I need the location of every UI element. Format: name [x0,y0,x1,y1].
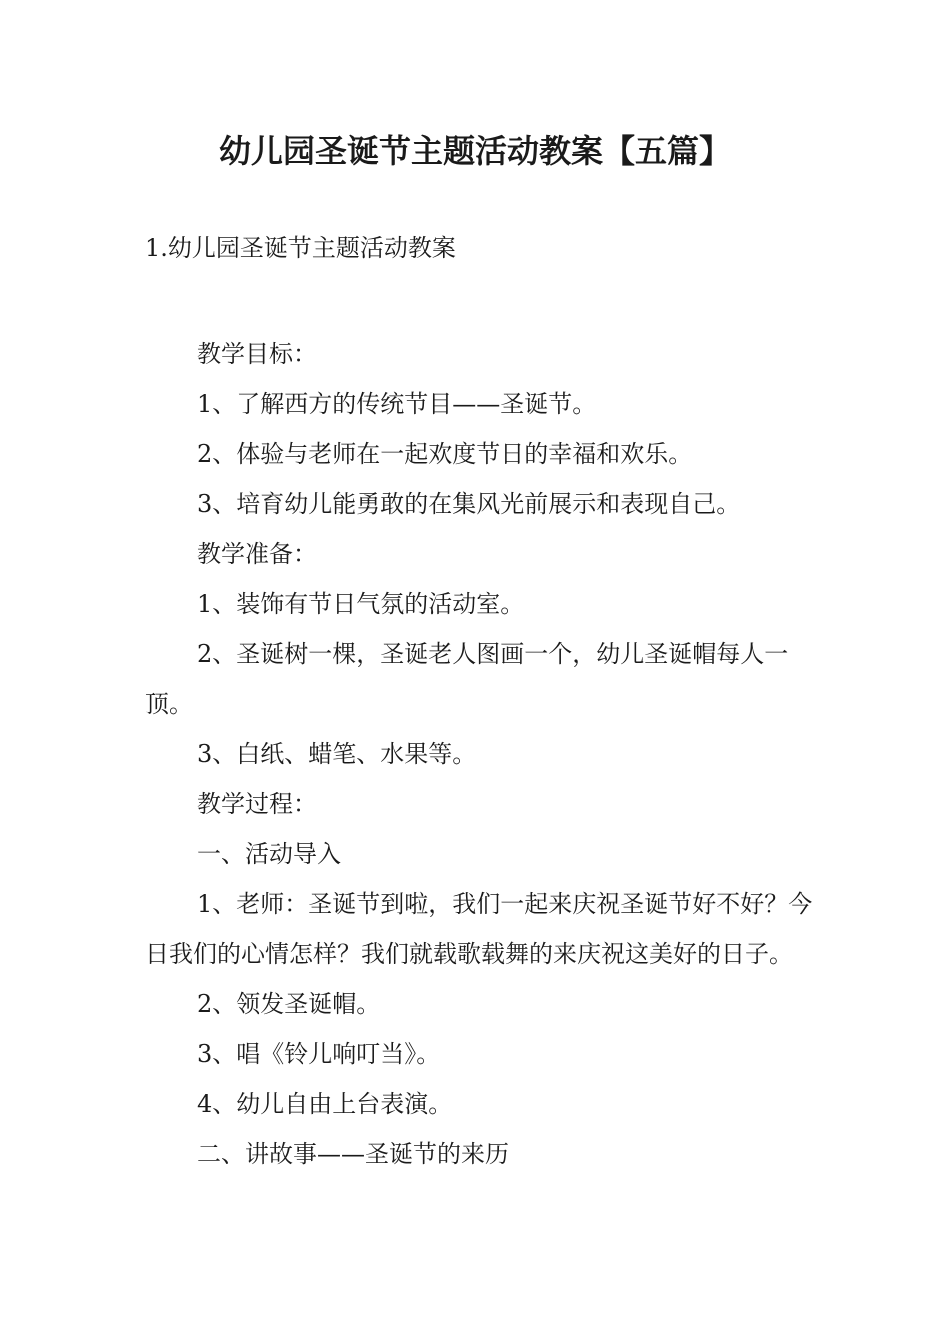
paragraph-preparation-heading: 教学准备： [197,540,317,568]
paragraph-step-1-item-3: 3、唱《铃儿响叮当》。 [197,1040,441,1068]
document-body [145,329,825,1179]
paragraph-step-1-item-4: 4、幼儿自由上台表演。 [197,1090,453,1118]
paragraph-step-1-heading: 一、活动导入 [197,840,341,868]
paragraph-preparation-3: 3、白纸、蜡笔、水果等。 [197,740,477,768]
paragraph-objectives-heading: 教学目标： [197,340,317,368]
section-heading: 1.幼儿园圣诞节主题活动教案 [145,234,456,262]
paragraph-preparation-2: 2、圣诞树一棵，圣诞老人图画一个，幼儿圣诞帽每人一顶。 [145,640,789,718]
paragraph-step-1-item-1: 1、老师：圣诞节到啦，我们一起来庆祝圣诞节好不好？今日我们的心情怎样？我们就载歌载舞的来庆祝这美好的日子。 [145,890,813,968]
paragraph-step-1-item-2: 2、领发圣诞帽。 [197,990,381,1018]
paragraph-objective-1: 1、了解西方的传统节目——圣诞节。 [197,390,597,418]
paragraph-preparation-1: 1、装饰有节日气氛的活动室。 [197,590,525,618]
document-title: 幼儿园圣诞节主题活动教案【五篇】 [218,132,731,170]
paragraph-step-2-heading: 二、讲故事——圣诞节的来历 [197,1140,509,1168]
paragraph-process-heading: 教学过程： [197,790,317,818]
paragraph-objective-2: 2、体验与老师在一起欢度节日的幸福和欢乐。 [197,440,693,468]
paragraph-objective-3: 3、培育幼儿能勇敢的在集风光前展示和表现自己。 [197,490,741,518]
